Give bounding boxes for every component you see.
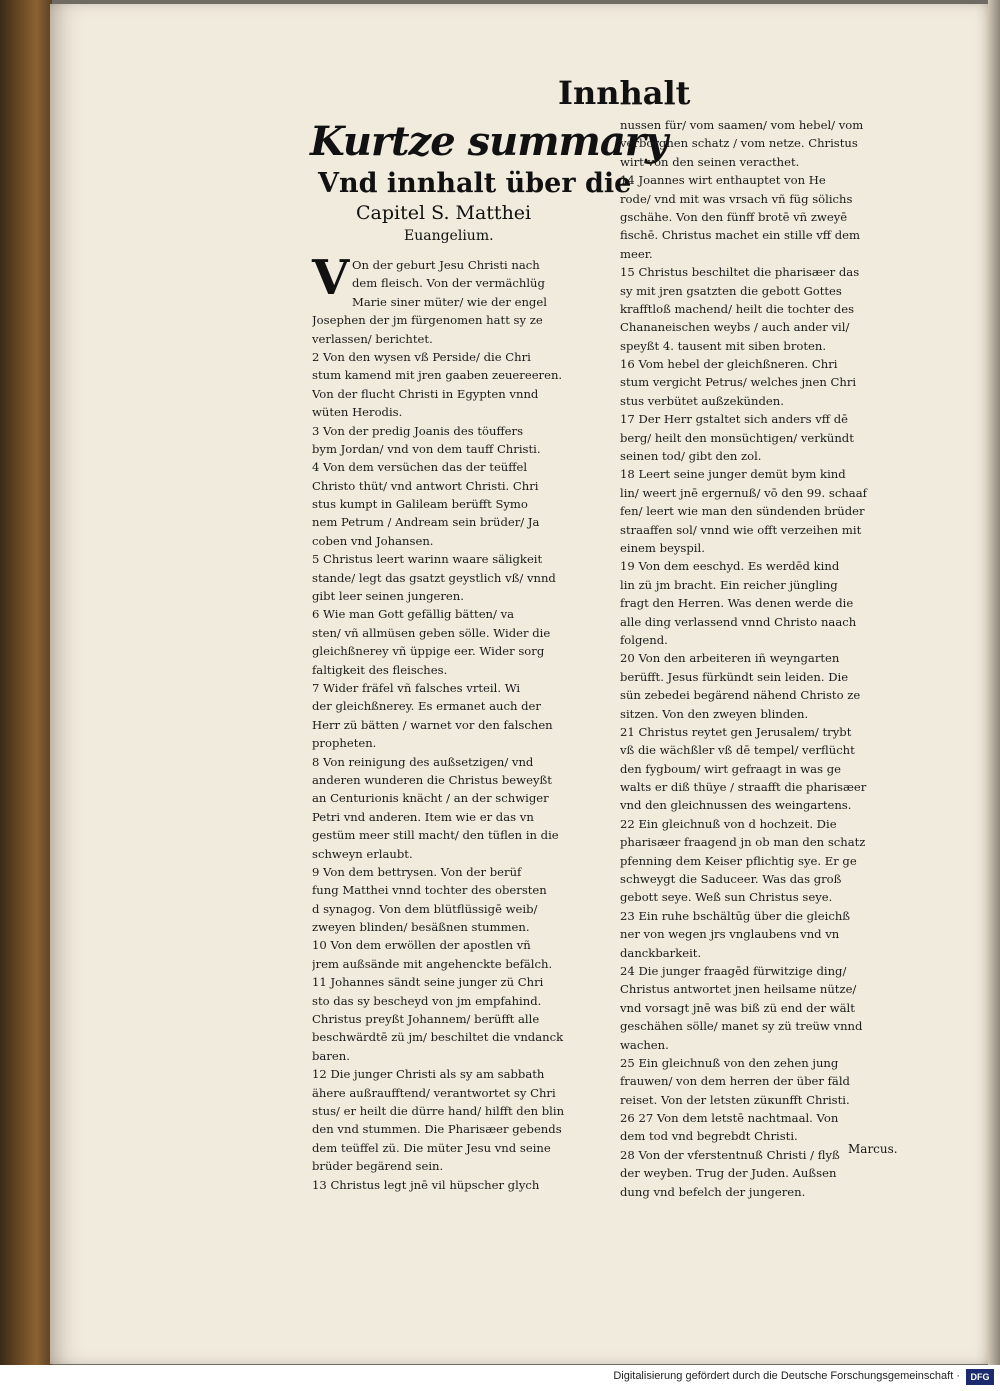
left-column bbox=[312, 250, 602, 1194]
text-line: vnd den gleichnussen des weingartens. bbox=[620, 798, 852, 813]
text-line: seinen tod/ gibt den zol. bbox=[620, 449, 762, 464]
text-line: 23 Ein ruhe bschältūg über die gleichß bbox=[620, 908, 851, 923]
text-line: fragt den Herren. Was denen werde die bbox=[620, 596, 854, 611]
text-line: Christus preyßt Johannem/ berüfft alle bbox=[312, 1012, 540, 1027]
text-line: den fygboum/ wirt gefraagt in was ge bbox=[620, 761, 841, 776]
text-line: 13 Christus legt jnē vil hüpscher glych bbox=[312, 1177, 540, 1192]
text-line: ähere außraufftend/ verantwortet sy Chri bbox=[312, 1085, 556, 1100]
text-line: propheten. bbox=[312, 736, 377, 751]
text-line: geschähen sölle/ manet sy zü treüw vnnd bbox=[620, 1019, 863, 1034]
text-line: 2 Von den wysen vß Perside/ die Chri bbox=[312, 349, 531, 364]
text-line: 20 Von den arbeiteren iñ weyngarten bbox=[620, 651, 840, 666]
text-line: wachen. bbox=[620, 1037, 669, 1052]
text-line: 21 Christus reytet gen Jerusalem/ trybt bbox=[620, 724, 852, 739]
text-line: meer. bbox=[620, 246, 653, 261]
initial-letter: V bbox=[312, 250, 350, 306]
text-line: frauwen/ von dem herren der über fäld bbox=[620, 1074, 850, 1089]
text-line: sitzen. Von den zweyen blinden. bbox=[620, 706, 809, 721]
title-line-3: Capitel S. Matthei bbox=[356, 202, 532, 224]
text-line: 14 Joannes wirt enthauptet von He bbox=[620, 173, 826, 188]
text-line: sün zebedei begärend nähend Christo ze bbox=[620, 688, 861, 703]
text-line: einem beyspil. bbox=[620, 540, 705, 555]
text-line: vß die wächßler vß dē tempel/ verflücht bbox=[620, 743, 855, 758]
text-line: 16 Vom hebel der gleichßneren. Chri bbox=[620, 357, 838, 372]
text-line: 19 Von dem eeschyd. Es werdēd kind bbox=[620, 559, 840, 574]
dfg-logo: DFG bbox=[966, 1369, 994, 1385]
title-line-2: Vnd innhalt über die bbox=[318, 168, 632, 199]
text-line: 3 Von der predig Joanis des töuffers bbox=[312, 423, 524, 438]
text-line: 9 Von dem bettrysen. Von der berüf bbox=[312, 864, 522, 879]
text-line: an Centurionis knächt / an der schwiger bbox=[312, 791, 549, 806]
text-line: Christo thüt/ vnd antwort Christi. Chri bbox=[312, 478, 539, 493]
text-line: wirt von den seinen veracthet. bbox=[620, 154, 800, 169]
text-line: verborgnen schatz / vom netze. Christus bbox=[620, 136, 858, 151]
text-line: speyßt 4. tausent mit siben broten. bbox=[620, 338, 827, 353]
text-line: sten/ vñ allmüsen geben sölle. Wider die bbox=[312, 625, 551, 640]
text-line: d synagog. Von dem blütflüssigē weib/ bbox=[312, 901, 538, 916]
text-line: 15 Christus beschiltet die pharisæer das bbox=[620, 265, 860, 280]
text-line: faltigkeit des fleisches. bbox=[312, 662, 448, 677]
text-line: wüten Herodis. bbox=[312, 405, 403, 420]
text-line: 6 Wie man Gott gefällig bätten/ va bbox=[312, 607, 515, 622]
text-line: berg/ heilt den monsüchtigen/ verkündt bbox=[620, 430, 854, 445]
text-line: dem teüffel zü. Die müter Jesu vnd seine bbox=[312, 1140, 551, 1155]
text-line: 10 Von dem erwöllen der apostlen vñ bbox=[312, 938, 531, 953]
text-line: schweyn erlaubt. bbox=[312, 846, 413, 861]
text-line: lin/ weert jnē ergernuß/ vō den 99. schaaf bbox=[620, 485, 867, 500]
text-line: den vnd stummen. Die Pharisæer gebends bbox=[312, 1122, 562, 1137]
text-line: brüder begärend sein. bbox=[312, 1159, 444, 1174]
text-line: fen/ leert wie man den sündenden brüder bbox=[620, 504, 865, 519]
text-line: stus kumpt in Galileam berüfft Symo bbox=[312, 497, 528, 512]
text-line: der gleichßnerey. Es ermanet auch der bbox=[312, 699, 541, 714]
text-line: Chananeischen weybs / auch ander vil/ bbox=[620, 320, 850, 335]
text-line: zweyen blinden/ besäßnen stummen. bbox=[312, 920, 530, 935]
text-line: 12 Die junger Christi als sy am sabbath bbox=[312, 1067, 545, 1082]
text-line: dem tod vnd begrebdt Christi. bbox=[620, 1129, 798, 1144]
text-line: dem fleisch. Von der vermächlüg bbox=[352, 276, 545, 291]
text-line: der weyben. Trug der Juden. Außsen bbox=[620, 1166, 837, 1181]
book-binding bbox=[0, 0, 52, 1391]
text-line: walts er diß thüye / straafft die pharisæer bbox=[620, 780, 867, 795]
text-line: Josephen der jm fürgenomen hatt sy ze bbox=[312, 313, 543, 328]
text-line: 22 Ein gleichnuß von d hochzeit. Die bbox=[620, 816, 837, 831]
text-line: schweygt die Saduceer. Was das groß bbox=[620, 872, 842, 887]
text-line: rode/ vnd mit was vrsach vñ füg sölichs bbox=[620, 191, 853, 206]
text-line: jrem außsände mit angehenckte befälch. bbox=[312, 956, 553, 971]
text-line: gebott seye. Weß sun Christus seye. bbox=[620, 890, 833, 905]
text-line: 7 Wider fräfel vñ falsches vrteil. Wi bbox=[312, 680, 521, 695]
text-line: lin zü jm bracht. Ein reicher jüngling bbox=[620, 577, 838, 592]
text-line: stum kamend mit jren gaaben zeuereeren. bbox=[312, 368, 563, 383]
text-line: gestüm meer still macht/ den tüflen in die bbox=[312, 828, 559, 843]
text-line: baren. bbox=[312, 1048, 350, 1063]
text-line: 28 Von der vferstentnuß Christi / flyß bbox=[620, 1147, 840, 1162]
text-line: Herr zü bätten / warnet vor den falschen bbox=[312, 717, 553, 732]
text-line: 17 Der Herr gstaltet sich anders vff dē bbox=[620, 412, 848, 427]
text-line: gleichßnerey vñ üppige eer. Wider sorg bbox=[312, 644, 545, 659]
text-line: beschwärdtē zü jm/ beschiltet die vndanck bbox=[312, 1030, 564, 1045]
text-line: coben vnd Johansen. bbox=[312, 533, 434, 548]
right-column bbox=[620, 116, 912, 1201]
title-line-4: Euangelium. bbox=[404, 228, 494, 244]
text-line: 18 Leert seine junger demüt bym kind bbox=[620, 467, 846, 482]
text-line: 5 Christus leert warinn waare säligkeit bbox=[312, 552, 543, 567]
text-line: stande/ legt das gsatzt geystlich vß/ vnnd bbox=[312, 570, 556, 585]
text-line: 11 Johannes sändt seine junger zü Chri bbox=[312, 975, 544, 990]
title-line-1: Kurtze summary bbox=[310, 118, 668, 165]
text-line: 25 Ein gleichnuß von den zehen jung bbox=[620, 1055, 839, 1070]
text-line: Marie siner müter/ wie der engel bbox=[352, 294, 547, 309]
text-line: pharisæer fraagend jn ob man den schatz bbox=[620, 835, 866, 850]
text-line: gibt leer seinen jungeren. bbox=[312, 589, 464, 604]
text-line: fung Matthei vnnd tochter des obersten bbox=[312, 883, 547, 898]
page-edge bbox=[988, 0, 1000, 1365]
text-line: vnd vorsagt jnē was biß zü end der wält bbox=[620, 1000, 855, 1015]
text-line: Petri vnd anderen. Item wie er das vn bbox=[312, 809, 534, 824]
text-line: folgend. bbox=[620, 632, 668, 647]
footer-credit: Digitalisierung gefördert durch die Deutsche Forschungsgemeinschaft · bbox=[613, 1370, 960, 1382]
catchword: Marcus. bbox=[848, 1142, 898, 1156]
text-line: krafftloß machend/ heilt die tochter des bbox=[620, 301, 855, 316]
text-line: Christus antwortet jnen heilsame nütze/ bbox=[620, 982, 857, 997]
text-line: dung vnd befelch der jungeren. bbox=[620, 1184, 806, 1199]
text-line: fischē. Christus machet ein stille vff dem bbox=[620, 228, 860, 243]
text-line: 26 27 Von dem letstē nachtmaal. Von bbox=[620, 1111, 839, 1126]
text-line: 8 Von reinigung des außsetzigen/ vnd bbox=[312, 754, 534, 769]
text-line: danckbarkeit. bbox=[620, 945, 702, 960]
text-line: bym Jordan/ vnd von dem tauff Christi. bbox=[312, 441, 541, 456]
text-line: Von der flucht Christi in Egypten vnnd bbox=[312, 386, 539, 401]
text-line: sto das sy bescheyd von jm empfahind. bbox=[312, 993, 542, 1008]
text-line: gschähe. Von den fünff brotē vñ zweyē bbox=[620, 209, 848, 224]
text-line: reiset. Von der letsten züкunfft Christi. bbox=[620, 1092, 850, 1107]
text-line: sy mit jren gsatzten die gebott Gottes bbox=[620, 283, 842, 298]
text-line: nem Petrum / Andream sein brüder/ Ja bbox=[312, 515, 540, 530]
text-line: verlassen/ berichtet. bbox=[312, 331, 433, 346]
text-line: pfenning dem Keiser pflichtig sye. Er ge bbox=[620, 853, 857, 868]
running-head: Innhalt bbox=[558, 74, 691, 112]
text-line: 4 Von dem versüchen das der teüffel bbox=[312, 460, 528, 475]
text-line: berüfft. Jesus fürkündt sein leiden. Die bbox=[620, 669, 849, 684]
text-line: stum vergicht Petrus/ welches jnen Chri bbox=[620, 375, 857, 390]
text-line: On der geburt Jesu Christi nach bbox=[352, 258, 540, 272]
text-line: ner von wegen jrs vnglaubens vnd vn bbox=[620, 927, 840, 942]
text-line: alle ding verlassend vnnd Christo naach bbox=[620, 614, 857, 629]
text-line: nussen für/ vom saamen/ vom hebel/ vom bbox=[620, 118, 864, 132]
text-line: straaffen sol/ vnnd wie offt verzeihen mit bbox=[620, 522, 862, 537]
text-line: stus/ er heilt die dürre hand/ hilfft den blin bbox=[312, 1103, 565, 1118]
footer-bar bbox=[0, 1365, 1000, 1391]
text-line: anderen wunderen die Christus beweyßt bbox=[312, 772, 552, 787]
text-line: 24 Die junger fraagēd fürwitzige ding/ bbox=[620, 963, 847, 978]
text-line: stus verbütet außzekünden. bbox=[620, 393, 784, 408]
